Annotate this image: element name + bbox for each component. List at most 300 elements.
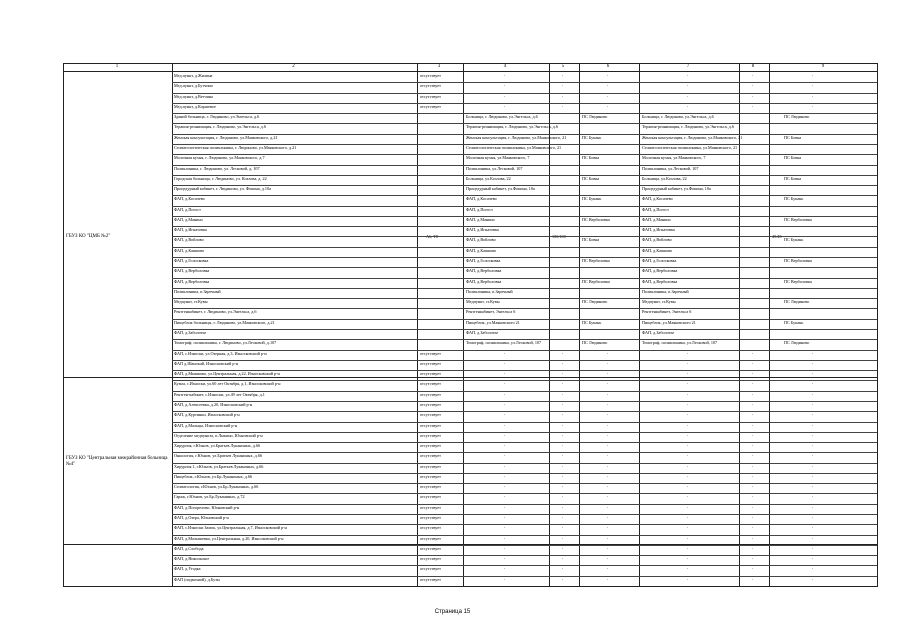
row-col6: - [607, 535, 609, 541]
row-col6-text: ПС Букань [582, 196, 602, 202]
row-col5: - [562, 391, 564, 397]
row-col6-text: ПС Верболовка [582, 278, 610, 284]
row-col6-text: ПС Букань [582, 134, 602, 140]
row-col9-text: ПС Верболовка [784, 216, 812, 222]
row-col6-text: ПС Людиново [582, 299, 608, 305]
row-col4-text: ФАП, д.Кашково [466, 247, 497, 253]
row-col8: - [752, 566, 754, 572]
row-col8: - [752, 535, 754, 541]
row-label: Терапия-реанимация, г. Людиново, ул.Энгельса, д.6 [174, 124, 266, 130]
row-col7: - [687, 432, 689, 438]
row-col5: - [562, 381, 564, 387]
row-col8: - [752, 515, 754, 521]
row-col6-text: ПС Бовка [582, 155, 600, 161]
row-col6: - [607, 566, 609, 572]
row-label: ФАП, д.Угодка [174, 566, 201, 572]
row-col9: - [812, 73, 814, 78]
col-header-2: 2 [292, 64, 295, 69]
row-col7-text: ФАП, д.Заболотье [642, 330, 675, 335]
row-col9: - [812, 371, 814, 377]
row-col8: - [752, 391, 754, 397]
row-col4: - [504, 453, 506, 459]
row-col5: - [562, 360, 564, 366]
row-col9: - [812, 350, 814, 356]
row-col4: - [504, 103, 506, 109]
row-col3: отсутствует [420, 566, 441, 572]
row-col6-text: ПС Бовка [582, 175, 600, 181]
row-col3: отсутствует [420, 453, 441, 459]
row-col4-text: ФАП, д.Верболовка [466, 278, 502, 284]
row-col6: - [607, 443, 609, 449]
row-col7: - [687, 401, 689, 407]
row-label: Рентген-кабинет, с.Износки, ул.49 лет Октября, д.1 [174, 391, 265, 397]
page-footer: Страница 15 [434, 609, 471, 615]
row-col8: - [752, 103, 754, 109]
row-col7: - [687, 360, 689, 366]
row-col3: отсутствует [420, 556, 441, 562]
row-col9-text: ПС Людиново [784, 299, 810, 305]
row-label: Мед.пункт, д.Бутчино [174, 83, 213, 89]
col-header-8: 8 [751, 64, 755, 69]
row-label: ФАП, д.Куртинки, Износковский р-н [174, 412, 240, 418]
row-col4: - [504, 371, 506, 377]
row-col3: отсутствует [420, 422, 441, 428]
row-col4: - [504, 463, 506, 469]
row-col7: - [687, 463, 689, 469]
row-col9: - [812, 453, 814, 459]
row-col9: - [812, 381, 814, 387]
row-col9-text: ПС Букань [784, 196, 804, 202]
row-col7: - [687, 73, 689, 78]
row-col7: - [687, 515, 689, 521]
row-label: ФАП, д.Косачево [174, 196, 205, 202]
row-col7: - [687, 545, 689, 551]
row-col7-text: Томограф, поликлиника, ул.Лесковой, 107 [642, 340, 718, 346]
row-col7-text: ФАП, д.Верболовка [642, 278, 678, 284]
col-header-4: 4 [503, 64, 507, 69]
row-col5: - [562, 103, 564, 109]
row-col4: - [504, 83, 506, 89]
row-label: Женская консультация, г. Людиново, ул.Маяковского, д.21 [174, 134, 278, 140]
row-col3: отсутствует [420, 103, 441, 109]
row-col9: - [812, 566, 814, 572]
row-col4: - [504, 360, 506, 366]
row-col4-text: Женская консультация, г. Людиново, ул.Маяковского, 21 [466, 134, 567, 140]
row-label: Поликлиника, п.Заречный [174, 288, 221, 294]
row-label: ФАП, д.Манино [174, 216, 203, 222]
row-col5: - [562, 83, 564, 89]
row-col7: - [687, 576, 689, 582]
row-col7-text: ФАП, д.Войлово [642, 237, 672, 243]
row-col7: - [687, 371, 689, 377]
row-col6: - [607, 494, 609, 500]
row-col3: отсутствует [420, 73, 441, 78]
row-col4: - [504, 391, 506, 397]
row-col6: - [607, 93, 609, 99]
row-col3: отсутствует [420, 93, 441, 99]
row-label: Мед.пункт, д.Коршевое [174, 103, 216, 109]
col-divider [579, 64, 580, 586]
row-label: Молочная кухня, г. Людиново, ул.Маяковского, д.7 [174, 155, 265, 161]
row-label: ФАП, д.Малышевка, ул.Центральная, д.20, Износковский р-н [174, 535, 284, 541]
row-col7: - [687, 484, 689, 490]
group-divider [64, 377, 877, 378]
row-col3: отсутствует [420, 432, 441, 438]
row-col6: - [607, 73, 609, 78]
row-col4-text: Молочная кухня, ул.Маяковского, 7 [466, 155, 530, 161]
row-col4: - [504, 412, 506, 418]
row-col6: - [607, 473, 609, 479]
row-col6-text: ПС Букань [582, 319, 602, 325]
row-col8: - [752, 576, 754, 582]
row-col7: - [687, 525, 689, 531]
row-col5: - [562, 463, 564, 469]
row-col7-text: Поликлиника, ул.Лесковой, 107 [642, 165, 699, 171]
row-col6: - [607, 422, 609, 428]
row-col4: - [504, 443, 506, 449]
row-label: Стоматологическая поликлиника, г. Людиново, ул.Маяковского, д.21 [174, 144, 297, 150]
row-col4-text: ФАП, д.Войлово [466, 237, 496, 243]
row-col7: - [687, 566, 689, 572]
row-col7-text: Поликлиника, п.Заречный [642, 288, 689, 294]
row-col9: - [812, 545, 814, 551]
row-col3: отсутствует [420, 473, 441, 479]
org-name-cmb4: ГБУЗ КО "Центральная межрайонная больница №4" [66, 456, 168, 467]
row-label: Кузьм, с.Износки, ул.60 лет Октября, д.1, Износковский р-н [174, 381, 281, 387]
row-col9: - [812, 443, 814, 449]
row-col6: - [607, 432, 609, 438]
row-col3: отсутствует [420, 545, 441, 551]
row-col3: отсутствует [420, 401, 441, 407]
col-header-5: 5 [561, 64, 565, 69]
row-label: Медпункт, ст.Кувы [174, 299, 208, 305]
row-col7-text: ФАП, д.Голосковка [642, 258, 677, 264]
row-col7-text: ФАП, д.Манино [642, 216, 671, 222]
row-col5: - [562, 515, 564, 521]
row-col8: - [752, 412, 754, 418]
row-col8: - [752, 73, 754, 78]
row-col4-text: ФАП, д.Косачево [466, 196, 497, 202]
row-col7: - [687, 494, 689, 500]
row-col5: - [562, 525, 564, 531]
row-col9-text: ПС Бовка [784, 175, 802, 181]
row-col4: - [504, 566, 506, 572]
row-col5: - [562, 350, 564, 356]
row-label: ФАП, д.Войлово [174, 237, 204, 243]
row-col5: - [562, 473, 564, 479]
row-label: ФАП, д.Алексеевка, д.20, Износковский р-н [174, 401, 253, 407]
row-label: ФАП, д.Верболовка [174, 278, 210, 284]
row-col8: - [752, 443, 754, 449]
org-name-cmb2: ГБУЗ КО "ЦМБ №2" [66, 234, 111, 239]
row-col9: - [812, 504, 814, 510]
row-col8: - [752, 473, 754, 479]
row-col4-text: ФАП, д.Манино [466, 216, 495, 222]
row-col5: - [562, 545, 564, 551]
col-header-6: 6 [606, 64, 610, 69]
row-col8: - [752, 545, 754, 551]
row-col7-text: Женская консультация, г. Людиново, ул.Маяковского, 21 [642, 134, 743, 140]
row-col5: - [562, 504, 564, 510]
row-col4-text: ФАП, д.Игнатовка [466, 227, 499, 233]
row-label: Томограф, поликлиника, г. Людиново, ул.Лесковой, д.107 [174, 340, 277, 346]
row-col6: - [607, 525, 609, 531]
row-col8: - [752, 360, 754, 366]
row-label: Процедурный кабинет, г. Людиново, ул. Фокина, д.10а [174, 186, 271, 192]
row-col8: - [752, 556, 754, 562]
row-col6: - [607, 391, 609, 397]
row-col4: - [504, 350, 506, 356]
row-col4-text: ФАП, д.Верболовка [466, 268, 502, 274]
row-label: ФАП д.Шанский, Износковский р-н [174, 360, 239, 366]
row-col3: отсутствует [420, 484, 441, 490]
row-col9: - [812, 360, 814, 366]
row-col6: - [607, 381, 609, 387]
row-col5: - [562, 73, 564, 78]
cell-col8-group: 45/45 [772, 234, 782, 239]
row-col9-text: ПС Верболовка [784, 258, 812, 264]
row-label: ФАП, д.Заболотье [174, 330, 207, 335]
row-col3: отсутствует [420, 443, 441, 449]
row-label: Городская больница, г. Людиново, ул. Козлова, д. 22 [174, 175, 267, 181]
col-divider [417, 64, 418, 586]
row-label: ФАП, д.Верболовка [174, 268, 210, 274]
row-col6: - [607, 576, 609, 582]
row-label: ФАП, д.Кашково [174, 247, 205, 253]
row-col4: - [504, 401, 506, 407]
row-col7: - [687, 83, 689, 89]
row-col8: - [752, 371, 754, 377]
row-col7: - [687, 556, 689, 562]
row-col9: - [812, 494, 814, 500]
row-col8: - [752, 350, 754, 356]
row-col6: - [607, 504, 609, 510]
row-col4: - [504, 515, 506, 521]
row-col7-text: ФАП, д.Верболовка [642, 268, 678, 274]
row-col3: отсутствует [420, 360, 441, 366]
row-col6: - [607, 83, 609, 89]
row-label: ФАП, д.Голосковка [174, 258, 209, 264]
col-divider [769, 64, 770, 586]
row-col6-text: ПС Бовка [582, 237, 600, 243]
row-label: ФАП, д.Погорелово, Юхновский р-н [174, 504, 240, 510]
row-label: Рентгенкабинет, г. Людиново, ул.Энгельса, д.6 [174, 309, 257, 315]
row-col5: - [562, 484, 564, 490]
col-header-1: 1 [115, 64, 119, 69]
row-label: ФАП, д.Слобода [174, 545, 204, 551]
row-col8: - [752, 504, 754, 510]
row-col3: отсутствует [420, 494, 441, 500]
row-col6: - [607, 360, 609, 366]
row-col8: - [752, 93, 754, 99]
row-label: ФАП, с.Износки, ул.Озерная, д.3, Износковский р-н [174, 350, 267, 356]
row-col3: отсутствует [420, 504, 441, 510]
row-col4: - [504, 93, 506, 99]
row-col7-text: Пищеблок, ул.Маяковского 21 [642, 319, 696, 325]
row-col7-text: Процедурный кабинет, ул.Фокина, 10а [642, 186, 711, 192]
row-col5: - [562, 556, 564, 562]
row-col7: - [687, 381, 689, 387]
row-col8: - [752, 484, 754, 490]
row-col4-text: ФАП, д.Заболотье [466, 330, 499, 335]
row-col9-text: ПС Людиново [784, 114, 810, 120]
row-col6: - [607, 103, 609, 109]
row-col9: - [812, 432, 814, 438]
row-col9-text: ПС Верболовка [784, 278, 812, 284]
row-col4-text: Терапия-реанимация, г. Людиново, ул.Энгельса, д.6 [466, 124, 558, 130]
row-col3: отсутствует [420, 391, 441, 397]
row-col7-text: ФАП, д.Погост [642, 206, 669, 212]
row-label: ФАП (подвозной), д.Бузы [174, 576, 220, 582]
col-divider [172, 64, 173, 586]
row-col4: - [504, 556, 506, 562]
row-col4: - [504, 484, 506, 490]
cell-col3-group: А6, Т8 [426, 234, 438, 239]
row-col9: - [812, 515, 814, 521]
row-col7-text: Больница, ул.Козлова, 22 [642, 175, 687, 181]
row-col9-text: ПС Людиново [784, 340, 810, 346]
row-col5: - [562, 453, 564, 459]
col-header-3: 3 [437, 64, 441, 69]
row-col4-text: Пищеблок, ул.Маяковского 21 [466, 319, 520, 325]
row-col7: - [687, 504, 689, 510]
row-col7-text: ФАП, д.Косачево [642, 196, 673, 202]
row-col8: - [752, 83, 754, 89]
row-col6-text: ПС Верболовка [582, 216, 610, 222]
row-col4-text: Медпункт, ст.Кувы [466, 299, 500, 305]
row-label: Зданий больница, г. Людиново, ул.Энгельса, д.6 [174, 114, 260, 120]
row-col9: - [812, 422, 814, 428]
row-col6: - [607, 401, 609, 407]
row-col3: отсутствует [420, 525, 441, 531]
row-col9: - [812, 103, 814, 109]
row-label: ФАП, д.Никольское [174, 556, 210, 562]
header-divider [64, 71, 877, 72]
row-col4: - [504, 432, 506, 438]
row-col7: - [687, 422, 689, 428]
row-col4-text: Томограф, поликлиника, ул.Лесковой, 107 [466, 340, 542, 346]
row-col5: - [562, 494, 564, 500]
row-col6: - [607, 371, 609, 377]
row-col8: - [752, 422, 754, 428]
row-col9: - [812, 484, 814, 490]
row-label: Хирургия, г.Юхнов, ул.Братьев Луканиных, д.66 [174, 443, 261, 449]
col-divider [639, 64, 640, 586]
col-divider [739, 64, 740, 586]
col-divider [463, 64, 464, 586]
row-col9: - [812, 391, 814, 397]
row-col4: - [504, 381, 506, 387]
row-col3: отсутствует [420, 412, 441, 418]
row-col3: отсутствует [420, 515, 441, 521]
row-col7: - [687, 350, 689, 356]
row-col7: - [687, 535, 689, 541]
row-col6: - [607, 350, 609, 356]
row-label: Отделение медпункта, п.Лыкино, Юхновский р-н [174, 432, 263, 438]
row-label: ФАП, д.Озера, Юхновский р-н [174, 515, 229, 521]
row-col4: - [504, 576, 506, 582]
row-col8: - [752, 453, 754, 459]
row-col9-text: ПС Букань [784, 237, 804, 243]
row-col6: - [607, 412, 609, 418]
row-col9: - [812, 463, 814, 469]
row-col4-text: Процедурный кабинет, ул.Фокина, 10а [466, 186, 535, 192]
row-col7-text: Рентгенкабинет, Энгельса 6 [642, 309, 692, 315]
row-col7-text: Медпункт, ст.Кувы [642, 299, 676, 305]
row-col9: - [812, 93, 814, 99]
col-divider [549, 64, 550, 586]
row-col7-text: Больница, г. Людиново, ул.Энгельса, д.6 [642, 114, 714, 120]
row-label: Пищеблок больницы, г. Людиново, ул.Маяковского, д.21 [174, 319, 275, 325]
row-col4-text: Поликлиника, ул.Лесковой, 107 [466, 165, 523, 171]
row-col6: - [607, 453, 609, 459]
row-col8: - [752, 381, 754, 387]
row-col9: - [812, 556, 814, 562]
row-col4-text: Больница, г. Людиново, ул.Энгельса, д.6 [466, 114, 538, 120]
row-label: Поликлиника, г. Людиново, ул. Лесковой, д. 107 [174, 165, 260, 171]
row-col7: - [687, 473, 689, 479]
row-col9-text: ПС Букань [784, 319, 804, 325]
row-col9: - [812, 401, 814, 407]
row-col5: - [562, 443, 564, 449]
row-col4: - [504, 73, 506, 78]
row-col5: - [562, 576, 564, 582]
row-label: ФАП, д.Мальцы, Износковский р-н [174, 422, 238, 428]
row-label: ФАП, д.Погост [174, 206, 201, 212]
row-col7: - [687, 93, 689, 99]
row-label: Онкология, г.Юхнов, ул.Братьев Луканиных, д.66 [174, 453, 263, 459]
row-col5: - [562, 371, 564, 377]
row-col5: - [562, 93, 564, 99]
row-label: Хирургия 1, г.Юхнов, ул.Братьев Луканиных, д.66 [174, 463, 264, 469]
row-col4: - [504, 494, 506, 500]
row-col5: - [562, 535, 564, 541]
row-col4: - [504, 473, 506, 479]
row-col8: - [752, 463, 754, 469]
row-col7: - [687, 103, 689, 109]
col-header-9: 9 [821, 64, 825, 69]
row-col4-text: Поликлиника, п.Заречный [466, 288, 513, 294]
row-col6: - [607, 556, 609, 562]
cell-col5-group: 100/100 [552, 234, 566, 239]
row-col7: - [687, 453, 689, 459]
row-col3: отсутствует [420, 371, 441, 377]
row-col4-text: ФАП, д.Погост [466, 206, 493, 212]
row-col7: - [687, 391, 689, 397]
row-col6-text: ПС Верболовка [582, 258, 610, 264]
row-col5: - [562, 422, 564, 428]
row-col4-text: ФАП, д.Голосковка [466, 258, 501, 264]
row-col7-text: Терапия-реанимация, г. Людиново, ул.Энгельса, д.6 [642, 124, 734, 130]
row-col9-text: ПС Бовка [784, 134, 802, 140]
row-col9: - [812, 83, 814, 89]
row-col3: отсутствует [420, 83, 441, 89]
row-col9: - [812, 473, 814, 479]
row-col7: - [687, 412, 689, 418]
row-col3: отсутствует [420, 535, 441, 541]
row-label: ФАП, д.Мышково, ул.Центральная, д.22, Износковский р-н [174, 371, 280, 377]
row-col4: - [504, 535, 506, 541]
row-col7-text: Молочная кухня, ул.Маяковского, 7 [642, 155, 706, 161]
row-col4: - [504, 422, 506, 428]
row-col5: - [562, 432, 564, 438]
row-col7-text: ФАП, д.Игнатовка [642, 227, 675, 233]
row-col6-text: ПС Людиново [582, 340, 608, 346]
row-col8: - [752, 401, 754, 407]
row-col7: - [687, 443, 689, 449]
row-col9: - [812, 576, 814, 582]
row-col5: - [562, 566, 564, 572]
